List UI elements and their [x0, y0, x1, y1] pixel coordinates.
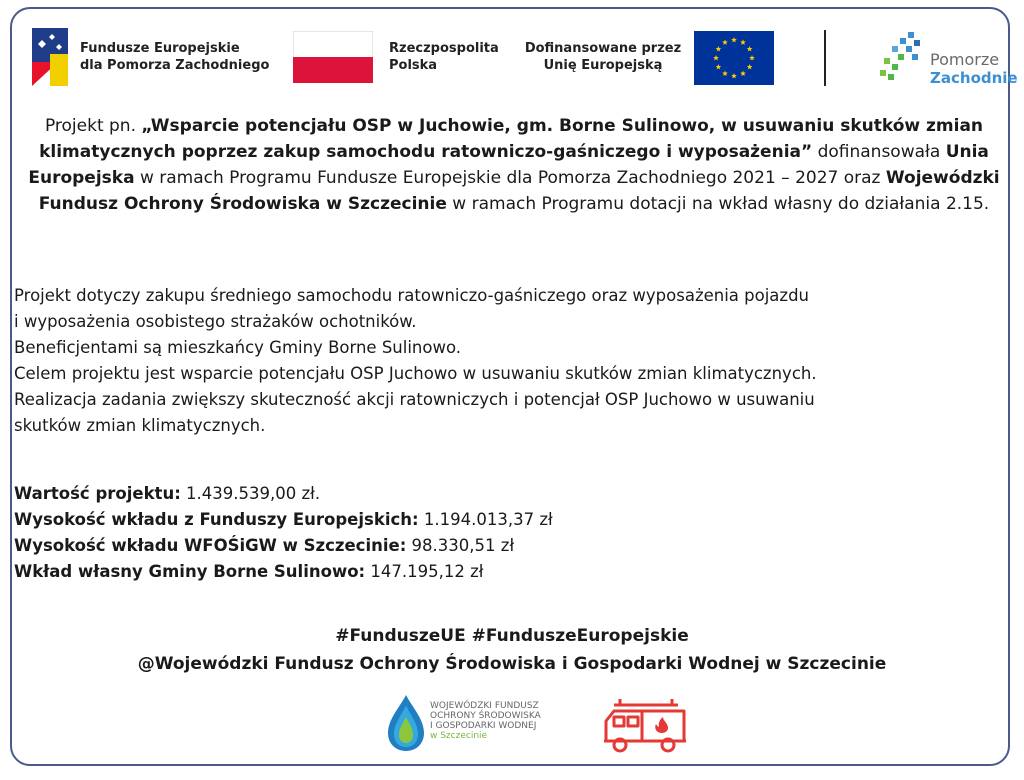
- fe-logo-line1: Fundusze Europejskie: [80, 41, 240, 56]
- project-description: [14, 283, 999, 439]
- description-line-6: skutków zmian klimatycznych.: [14, 416, 266, 435]
- funder-wfos: Wojewódzki Fundusz Ochrony Środowiska w Szczecinie: [38, 168, 1000, 214]
- wfos-drop-logo-icon: [386, 693, 426, 753]
- financing-row: [14, 481, 999, 507]
- intro-prefix: Projekt pn.: [44, 116, 142, 136]
- financing-label: Wkład własny Gminy Borne Sulinowo:: [14, 562, 366, 581]
- wfos-logo-line3: I GOSPODARKI WODNEJ: [430, 721, 537, 731]
- rp-logo-line2: Polska: [389, 58, 438, 73]
- project-intro: [28, 113, 1000, 217]
- intro-text-3: w ramach Programu dotacji na wkład własny do działania 2.15.: [446, 194, 990, 214]
- social-tags: [0, 622, 1024, 678]
- financing-value: 1.194.013,37 zł: [418, 510, 553, 529]
- polish-flag-icon: [293, 31, 373, 83]
- financing-value: 98.330,51 zł: [406, 536, 515, 555]
- fire-truck-icon: [600, 695, 688, 755]
- eu-logo-line2: Unię Europejską: [543, 58, 663, 73]
- rp-logo-line1: Rzeczpospolita: [389, 41, 499, 56]
- intro-text-2: w ramach Programu Fundusze Europejskie dla Pomorza Zachodniego 2021 – 2027 oraz: [134, 168, 886, 188]
- pz-logo-line2: Zachodnie: [930, 69, 1018, 87]
- eu-logo-line1: Dofinansowane przez: [524, 41, 682, 56]
- description-line-1: Projekt dotyczy zakupu średniego samochodu ratowniczo-gaśniczego oraz wyposażenia pojazdu: [14, 286, 810, 305]
- description-line-5: Realizacja zadania zwiększy skuteczność akcji ratowniczych i potencjał OSP Juchowo w usuwaniu: [14, 390, 815, 409]
- financing-row: [14, 507, 999, 533]
- description-line-4: Celem projektu jest wsparcie potencjału OSP Juchowo w usuwaniu skutków zmian klimatycznych.: [14, 364, 817, 383]
- financing-list: [14, 481, 999, 585]
- financing-label: Wysokość wkładu z Funduszy Europejskich:: [14, 510, 419, 529]
- fe-logo-icon: [28, 24, 74, 88]
- financing-label: Wartość projektu:: [14, 484, 181, 503]
- funder-eu: Unia Europejska: [28, 142, 989, 188]
- wfos-logo-line4: w Szczecinie: [430, 731, 488, 741]
- logo-divider: [824, 30, 826, 86]
- eu-flag-icon: [694, 31, 774, 85]
- logo-bar: [0, 18, 1024, 98]
- description-line-2: i wyposażenia osobistego strażaków ochotników.: [14, 312, 417, 331]
- financing-value: 147.195,12 zł: [365, 562, 484, 581]
- hashtags: #FunduszeUE #FunduszeEuropejskie: [335, 626, 689, 646]
- wfos-logo-line1: WOJEWÓDZKI FUNDUSZ: [430, 701, 539, 711]
- wfos-logo-line2: OCHRONY ŚRODOWISKA: [430, 711, 541, 721]
- wfos-logo-text: [430, 701, 541, 741]
- pomorze-zachodnie-logo-icon: [878, 32, 928, 84]
- pz-logo-line1: Pomorze: [930, 50, 1000, 69]
- financing-row: [14, 533, 999, 559]
- financing-value: 1.439.539,00 zł.: [180, 484, 321, 503]
- description-line-3: Beneficjentami są mieszkańcy Gminy Borne Sulinowo.: [14, 338, 462, 357]
- mention: @Wojewódzki Fundusz Ochrony Środowiska i Gospodarki Wodnej w Szczecinie: [137, 654, 887, 674]
- financing-label: Wysokość wkładu WFOŚiGW w Szczecinie:: [14, 536, 407, 555]
- financing-row: [14, 559, 999, 585]
- fe-logo-line2: dla Pomorza Zachodniego: [80, 58, 270, 73]
- project-title: „Wsparcie potencjału OSP w Juchowie, gm. Borne Sulinowo, w usuwaniu skutków zmian klimatycznych poprzez zakup samochodu ratowniczo-gaśniczego i wyposażenia”: [39, 116, 984, 162]
- intro-text-1: dofinansowała: [812, 142, 946, 162]
